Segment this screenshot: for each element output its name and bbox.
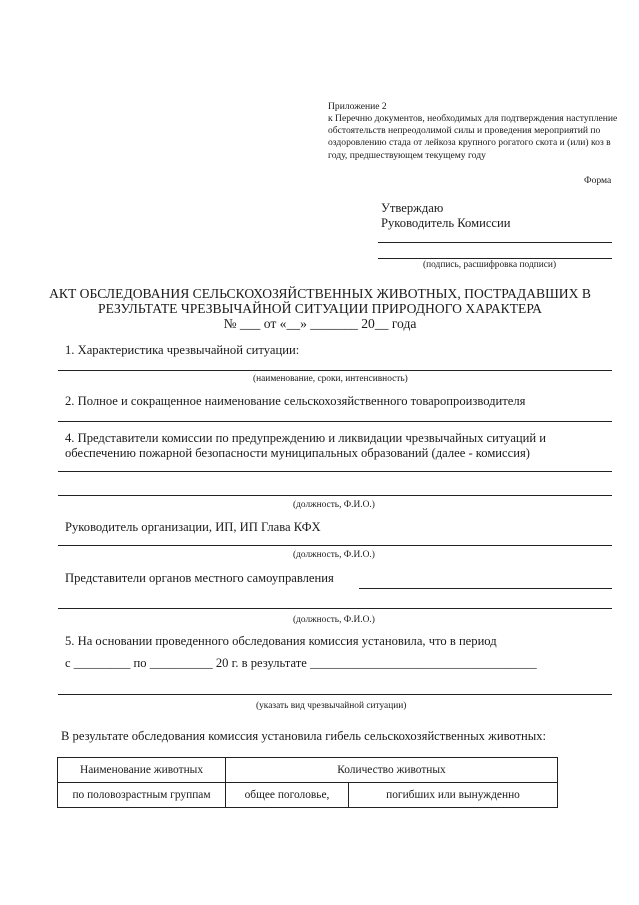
section-5-period: с _________ по __________ 20 г. в результате ____________________________________ (65, 656, 537, 670)
organization-head-label: Руководитель организации, ИП, ИП Глава КФХ (65, 520, 321, 534)
organization-head-line (58, 545, 612, 546)
commission-head-label: Руководитель Комиссии (381, 216, 511, 230)
act-title-line2: РЕЗУЛЬТАТЕ ЧРЕЗВЫЧАЙНОЙ СИТУАЦИИ ПРИРОДНОГО ХАРАКТЕРА (98, 301, 542, 316)
section-1-line (58, 370, 612, 371)
position-caption-1: (должность, Ф.И.О.) (293, 500, 375, 510)
position-caption-3: (должность, Ф.И.О.) (293, 615, 375, 625)
form-label: Форма (584, 175, 612, 186)
act-number-date: № ___ от «__» _______ 20__ года (223, 316, 417, 331)
section-4-line2: обеспечению пожарной безопасности муниципальных образований (далее - комиссия) (65, 446, 530, 460)
table-row (58, 783, 558, 808)
appendix-text: к Перечню документов, необходимых для подтверждения наступление обстоятельств непреодолимой силы и проведения мероприятий по оздоровлению стада от лейкоза крупного рогатого скота и (или) коз в году, предшествующем текущему году (328, 113, 618, 161)
local-government-line (58, 608, 612, 609)
section-5-caption: (указать вид чрезвычайной ситуации) (256, 701, 407, 711)
section-5-line (58, 694, 612, 695)
header-animal-groups: по половозрастным группам (58, 783, 226, 808)
section-4-line1: 4. Представители комиссии по предупреждению и ликвидации чрезвычайных ситуаций и (65, 431, 547, 445)
appendix-label: Приложение 2 (328, 101, 387, 112)
section-1-caption: (наименование, сроки, интенсивность) (253, 374, 408, 384)
subheader-dead-or-forced: погибших или вынужденно (349, 783, 558, 808)
section-4-line-b (58, 495, 612, 496)
section-1-label: 1. Характеристика чрезвычайной ситуации: (65, 343, 300, 357)
approve-label: Утверждаю (381, 201, 444, 215)
local-government-label: Представители органов местного самоуправления (65, 571, 334, 585)
local-government-line-short (359, 588, 612, 589)
table-row (58, 758, 558, 783)
section-2-line (58, 421, 612, 422)
act-title-line1: АКТ ОБСЛЕДОВАНИЯ СЕЛЬСКОХОЗЯЙСТВЕННЫХ ЖИВОТНЫХ, ПОСТРАДАВШИХ В (49, 286, 591, 301)
signature-line-1 (378, 242, 612, 243)
subheader-total-herd: общее поголовье, (226, 783, 349, 808)
result-text: В результате обследования комиссия установила гибель сельскохозяйственных животных: (61, 729, 547, 743)
position-caption-2: (должность, Ф.И.О.) (293, 550, 375, 560)
header-animal-count: Количество животных (226, 758, 558, 783)
header-animal-name: Наименование животных (58, 758, 226, 783)
section-4-line-a (58, 471, 612, 472)
section-2-label: 2. Полное и сокращенное наименование сельскохозяйственного товаропроизводителя (65, 394, 526, 408)
dead-animals-table (57, 757, 558, 808)
signature-caption: (подпись, расшифровка подписи) (423, 260, 557, 270)
signature-line-2 (378, 258, 612, 259)
section-5-label: 5. На основании проведенного обследования комиссия установила, что в период (65, 634, 497, 648)
